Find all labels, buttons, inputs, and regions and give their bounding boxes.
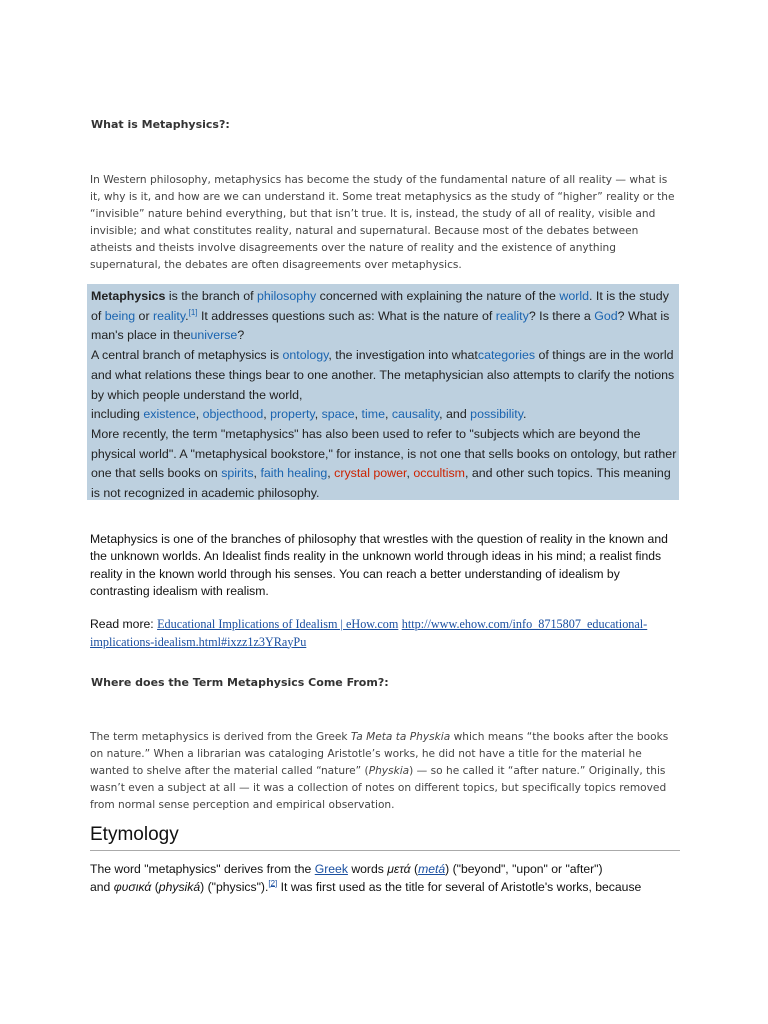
text-run: (: [410, 862, 419, 876]
link-spirits[interactable]: spirits: [221, 466, 254, 481]
text-run: ,: [263, 407, 271, 422]
text-run: ,: [354, 407, 362, 422]
link-ontology[interactable]: ontology: [282, 348, 329, 363]
text-run: ? What is man's place in the: [91, 308, 670, 343]
link-greek[interactable]: Greek: [314, 862, 348, 876]
text-run: ,: [406, 466, 414, 481]
read-more-title-link[interactable]: Educational Implications of Idealism | eHow.com: [157, 617, 399, 631]
link-reality[interactable]: reality: [153, 308, 186, 323]
link-god[interactable]: God: [594, 308, 618, 323]
read-more-label: Read more:: [90, 617, 158, 631]
term-metaphysics: Metaphysics: [91, 289, 166, 303]
text-run: and: [90, 879, 114, 894]
link-existence[interactable]: existence: [143, 407, 196, 422]
link-faith-healing[interactable]: faith healing: [260, 466, 328, 481]
greek-word-meta: μετά: [387, 862, 411, 876]
intro-paragraph: In Western philosophy, metaphysics has become the study of the fundamental nature of all reality — what is it, why is it, and how are we can understand it. Some treat metaphysics as the study of “higher” reality or the “invisible” nature behind everything, but that isn’t true. It is, instead, the study of all of reality, visible and invisible; and what constitutes reality, natural and supernatural. Because most of the debates between atheists and theists involve disagreements over the nature of reality and the existence of anything supernatural, the debates are often disagreements over metaphysics.: [90, 174, 675, 271]
text-run: , the investigation into what: [328, 348, 478, 363]
text-run: , and other such topics. This meaning is not recognized in academic philosophy.: [91, 466, 671, 501]
text-run: .: [522, 407, 527, 422]
reference-2[interactable]: [2]: [268, 878, 278, 888]
text-run: It addresses questions such as: What is the nature of: [197, 308, 496, 323]
link-world[interactable]: world: [559, 289, 589, 303]
wikipedia-excerpt-box: [87, 284, 679, 500]
excerpt-paragraph-4: [91, 425, 679, 504]
link-possibility[interactable]: possibility: [470, 407, 523, 422]
link-time[interactable]: time: [361, 407, 385, 422]
etymology-heading: Etymology: [90, 824, 179, 845]
text-run: including: [91, 407, 144, 422]
link-property[interactable]: property: [270, 407, 315, 422]
idealism-paragraph: Metaphysics is one of the branches of philosophy that wrestles with the question of reality in the known and the unknown worlds. An Idealist finds reality in the unknown world through ideas in his mind; a realist finds reality in the known world through his senses. You can reach a better understanding of idealism by contrasting idealism with realism.: [90, 532, 668, 599]
text-run: A central branch of metaphysics is: [91, 348, 283, 363]
greek-word-physika: φυσικά: [113, 879, 152, 894]
reference-1[interactable]: [1]: [188, 307, 198, 317]
text-run: ,: [314, 407, 322, 422]
physika-transliteration: physiká: [158, 879, 201, 894]
text-run: of things are in the world and what relations these things bear to one another. The metaphysician also attempts to clarify the notions by which people understand the world,: [91, 348, 675, 402]
text-run: which means “the books after the books on nature.” When a librarian was cataloging Aristotle’s works, he did not have a title for the material he wanted to shelve after the material called “nature” (: [90, 731, 669, 777]
text-run: The term metaphysics is derived from the Greek: [90, 731, 351, 743]
text-run: ) ("beyond", "upon" or "after"): [445, 862, 603, 876]
text-run: ) — so he called it “after nature.” Originally, this wasn’t even a subject at all — it was a collection of notes on different topics, but specifically topics removed from normal sense perception and empirical observation.: [90, 765, 667, 811]
read-more-url-link[interactable]: http://www.ehow.com/info_8715807_educational-implications-idealism.html#ixzz1z3YRayPu: [90, 617, 648, 649]
text-run: concerned with explaining the nature of the: [316, 289, 560, 303]
text-run: ,: [327, 466, 335, 481]
text-run: or: [135, 308, 154, 323]
section-heading-term-origin: Where does the Term Metaphysics Come From?:: [91, 676, 389, 689]
section-heading-what-is-metaphysics: What is Metaphysics?:: [91, 118, 230, 131]
text-run: ,: [253, 466, 261, 481]
text-run: It was first used as the title for several of Aristotle's works, because: [277, 879, 642, 894]
physkia-italic: Physkia: [368, 765, 410, 777]
text-run: ) ("physics").: [200, 879, 269, 894]
link-universe[interactable]: universe: [190, 328, 238, 343]
greek-title-italic: Ta Meta ta Physkia: [350, 731, 451, 743]
link-meta-transliteration[interactable]: metá: [418, 862, 446, 876]
text-run: . It is the study of: [91, 289, 669, 323]
etymology-paragraph: [90, 861, 690, 896]
text-run: ? Is there a: [528, 308, 595, 323]
excerpt-paragraph-1: Metaphysics is the branch of philosophy concerned with explaining the nature of the world. It is the study of being or reality.[1] It addresses questions such as: What is the nature of reality? Is there a God? What is man's place in theuniverse?: [91, 289, 670, 343]
heading-divider: [90, 850, 680, 851]
excerpt-paragraph-2: [91, 346, 679, 405]
link-philosophy[interactable]: philosophy: [256, 289, 317, 303]
text-run: , and: [439, 407, 471, 422]
link-reality-2[interactable]: reality: [495, 308, 529, 323]
text-run: ?: [237, 328, 245, 343]
excerpt-paragraph-3: [91, 405, 679, 425]
link-space[interactable]: space: [321, 407, 355, 422]
link-causality[interactable]: causality: [391, 407, 440, 422]
text-run: is the branch of: [165, 289, 257, 303]
link-crystal-power[interactable]: crystal power: [334, 466, 407, 481]
text-run: (: [151, 879, 159, 894]
link-being[interactable]: being: [104, 308, 136, 323]
read-more-line: [90, 616, 690, 651]
text-run: words: [347, 862, 388, 876]
link-occultism[interactable]: occultism: [413, 466, 465, 481]
text-run: The word "metaphysics" derives from the: [90, 862, 315, 876]
link-objecthood[interactable]: objecthood: [202, 407, 264, 422]
text-run: ,: [195, 407, 203, 422]
origin-paragraph: [90, 729, 680, 814]
text-run: ,: [384, 407, 392, 422]
text-run: More recently, the term "metaphysics" has also been used to refer to "subjects which are beyond the physical world". A "metaphysical bookstore," for instance, is not one that sells books on ontology, but rather one that sells books on: [91, 426, 677, 481]
link-categories[interactable]: categories: [477, 348, 536, 363]
